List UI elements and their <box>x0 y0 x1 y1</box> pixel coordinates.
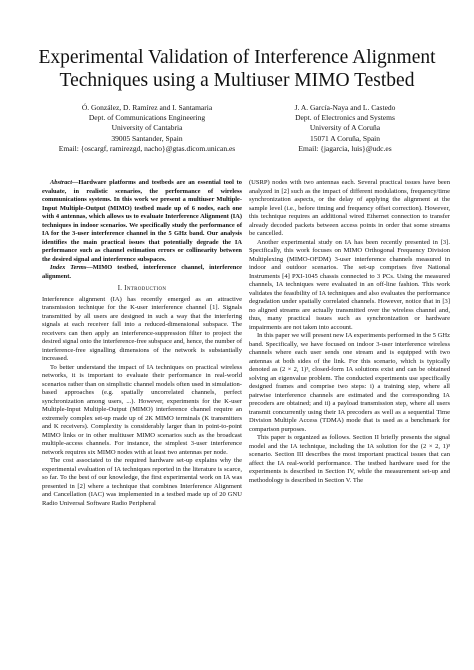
right-column <box>249 179 450 485</box>
author-names: J. A. García-Naya and L. Castedo <box>294 103 396 112</box>
section-title: Introduction <box>124 285 167 292</box>
author-department: Dept. of Electronics and Systems <box>295 113 395 123</box>
author-department: Dept. of Communications Engineering <box>88 113 206 123</box>
index-terms-text: —MIMO testbed, interference channel, interference alignment. <box>42 264 242 280</box>
left-column <box>42 179 242 508</box>
body-paragraph: Another experimental study on IA has been recently presented in [3]. Specifically, this work focuses on MIMO Orthogonal Frequency Division Multiplexing (MIMO-OFDM) 3-user interference channels measured in indoor and outdoor scenarios. The set-up comprises five National Instruments [4] PXI-1045 chassis connected to 3 PCs. Using the measured channels, IA techniques were evaluated in an off-line fashion. This work validates the feasibility of IA techniques and also evaluates the performance degradation under spatially correlated channels. However, notice that in [3] no aligned streams are actually transmitted over the wireless channel and, thus, many practical issues such as synchronization or hardware impairments are not taken into account. <box>249 238 450 331</box>
body-paragraph: (USRP) nodes with two antennas each. Several practical issues have been analyzed in [2] such as the impact of different modulations, frequency/time synchronization aspects, or the delay of applying the alignment at the sample level (i.e., before timing and frequency offset correction). However, this technique requires an additional wired Ethernet connection to transfer already decoded packets between access points in order that some streams be cancelled. <box>249 179 450 237</box>
abstract-label: Abstract <box>50 179 73 186</box>
author-university: University of A Coruña <box>309 123 381 133</box>
abstract <box>42 179 242 264</box>
body-paragraph: The cost associated to the required hardware set-up explains why the experimental evaluation of IA techniques reported in the literature is scarce, so far. To the best of our knowledge, the first experimental work on IA was presented in [2] where a technique that combines Interference Alignment and Cancellation (IAC) was implemented in a testbed made up of 20 GNU Radio Universal Software Radio Peripheral <box>42 457 242 507</box>
author-city: 15071 A Coruña, Spain <box>309 133 380 143</box>
author-block-right <box>265 103 425 154</box>
author-email: Email: {jagarcia, luis}@udc.es <box>298 143 392 153</box>
paper-title: Experimental Validation of Interference Alignment Techniques using a Multiuser MIMO Testbed <box>38 47 436 91</box>
abstract-text: —Hardware platforms and testbeds are an essential tool to evaluate, in realistic scenarios, the performance of wireless communications systems. In this work we present a multiuser Multiple-Input Multiple-Output (MIMO) testbed made up of 6 nodes, each one with 4 antennas, which allows us to evaluate Interference Alignment (IA) techniques in indoor scenarios. We specifically study the performance of IA for the 3-user interference channel in the 5 GHz band. Our analysis identifies the main practical issues that potentially degrade the IA performance such as channel estimation errors or collinearity between the desired signal and interference subspaces. <box>42 179 242 263</box>
author-email: Email: {oscargf, ramirezgd, nacho}@gtas.dicom.unican.es <box>58 143 236 153</box>
body-paragraph: To better understand the impact of IA techniques on practical wireless networks, it is important to evaluate their performance in real-world scenarios rather than on simplistic channel models often used in simulation-based approaches (e.g. spatially uncorrelated channels, perfect synchronization among users, ...). However, experiments for the K-user Multiple-Input Multiple-Output (MIMO) interference channel require an extremely complex set-up made up of 2K MIMO terminals (K transmitters and K receivers). Complexity is considerably larger than in point-to-point MIMO links or in other multiuser MIMO scenarios such as the broadcast multiple-access channels. For instance, the simplest 3-user interference network requires six MIMO nodes with at least two antennas per node. <box>42 363 242 456</box>
index-terms-label: Index Terms <box>50 264 87 271</box>
author-university: University of Cantabria <box>111 123 183 133</box>
body-paragraph: Interference alignment (IA) has recently emerged as an attractive transmission technique for the K-user interference channel [1]. Signals transmitted by all users are designed in such a way that the interfering signals at each receiver fall into a reduced-dimensional subspace. The receivers can then apply an interference-suppression filter to project the desired signal onto the interference-free subspace and, hence, the number of interference-free signalling dimensions of the network is substantially increased. <box>42 295 242 362</box>
section-heading <box>42 285 242 294</box>
section-number: I. <box>117 285 123 292</box>
body-paragraph: This paper is organized as follows. Section II briefly presents the signal model and the IA technique, including the IA solution for the (2 × 2, 1)³ scenario. Section III describes the most important practical issues that can affect the IA real-world performance. The testbed hardware used for the experiments is described in Section IV, while the measurement set-up and methodology is described in Section V. The <box>249 434 450 484</box>
author-names: Ó. González, D. Ramírez and I. Santamaria <box>81 103 213 112</box>
index-terms <box>42 264 242 281</box>
author-block-left <box>42 103 252 154</box>
body-paragraph: In this paper we will present new IA experiments performed in the 5 GHz band. Specifically, we have focused on indoor 3-user interference wireless channels where each user sends one stream and is equipped with two antennas at both sides of the link. For this scenario, which is typically denoted as (2 × 2, 1)³, closed-form IA solutions exist and can be obtained solving an eigenvalue problem. The conducted experiments use specifically designed frames and comprise two steps: i) a training step, where all pairwise interference channels are estimated and the corresponding IA precoders are obtained; and ii) a payload transmission step, where all users transmit concurrently using their IA precoders as well as a sequential Time Division Multiple Access (TDMA) mode that is used as a benchmark for comparison purposes. <box>249 332 450 433</box>
author-city: 39005 Santander, Spain <box>111 133 183 143</box>
